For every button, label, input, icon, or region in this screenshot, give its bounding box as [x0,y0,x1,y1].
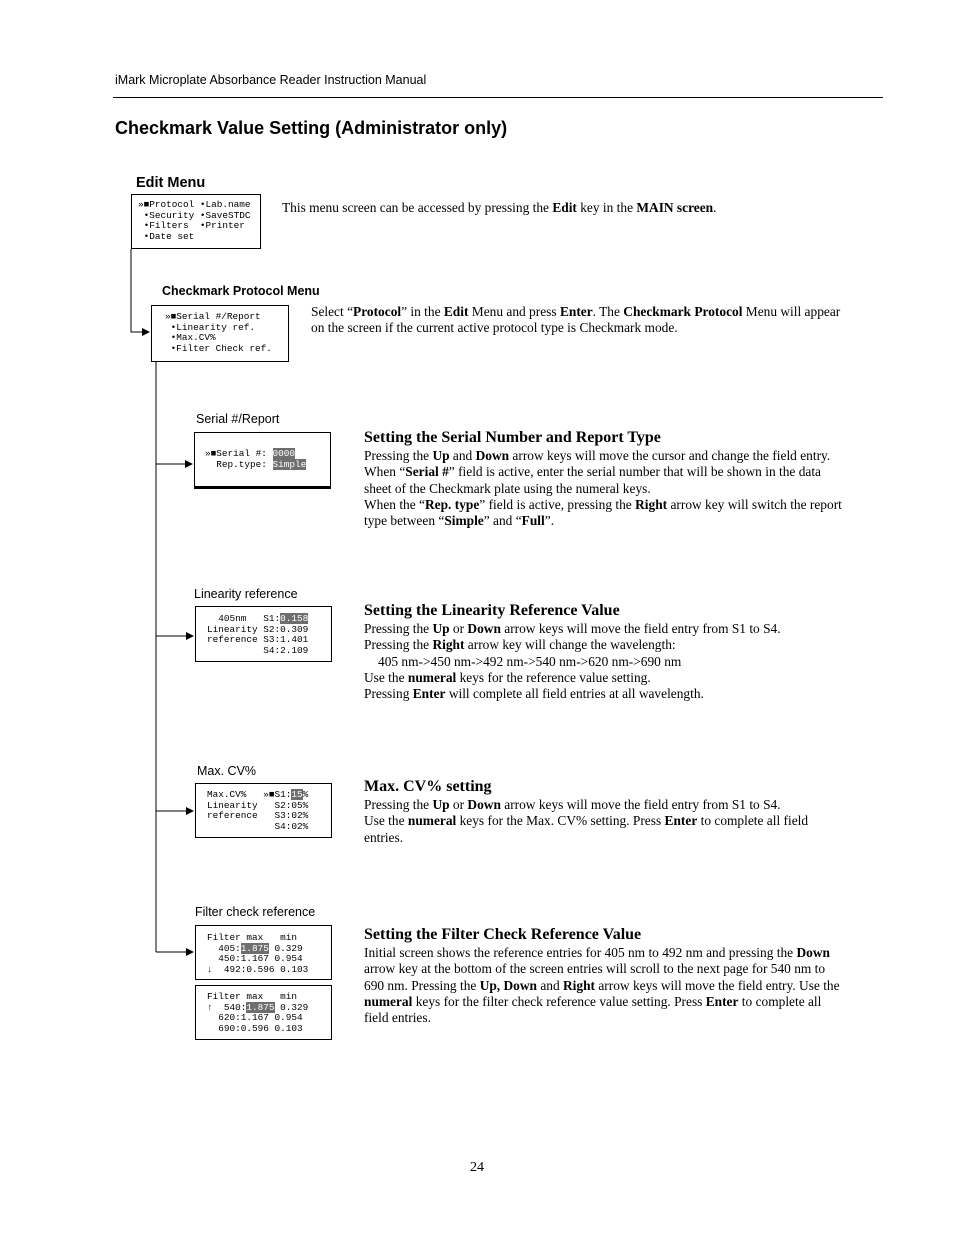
text-run: Menu and press [468,304,560,319]
bold-term: Right [432,637,465,653]
text-run: Pressing [364,686,413,702]
text-run: •Filters •Printer [138,220,245,231]
body-paragraph [364,686,846,702]
body-paragraph [364,945,846,1026]
bold-term: Enter [412,686,446,702]
bold-term: Down [467,797,501,812]
text-run: % [302,789,309,800]
manual-header-title: iMark Microplate Absorbance Reader Instruction Manual [115,73,427,87]
serial-report-screen [194,432,331,487]
text-run: reference S3:1.401 [207,634,309,645]
protocol-menu-description [311,304,846,337]
bold-term: numeral [407,669,457,685]
active-field-value: 0000 [272,448,296,459]
bold-term: Edit [552,200,577,215]
serial-section-heading: Setting the Serial Number and Report Type [364,429,661,446]
text-run: 450:1.167 0.954 [207,953,303,964]
text-run: . [713,200,717,215]
screen-line [165,344,288,355]
screen-line [207,1024,331,1035]
text-run: arrow key will change the wavelength: [464,637,676,653]
body-paragraph [364,448,846,464]
text-run: Use the [364,669,408,685]
text-run: Pressing the [364,637,433,653]
text-run: Linearity S2:05% [207,799,309,811]
text-run: to complete all field entries. [364,993,822,1026]
linearity-section-heading: Setting the Linearity Reference Value [364,602,620,619]
bold-term: Up [432,797,450,812]
bold-term: numeral [407,813,457,829]
bold-term: Full [521,513,545,529]
maxcv-screen [195,783,332,838]
text-run: S4:02% [207,820,309,832]
bold-term: numeral [364,993,413,1009]
filter-section [364,925,846,1026]
bold-term: Right [563,977,596,993]
text-run: keys for the filter check reference value setting. Press [412,993,706,1009]
filter-check-screen-page1 [195,925,332,980]
filter-check-screen-page2 [195,985,332,1040]
maxcv-section-body [364,797,846,846]
bold-term: Protocol [353,304,402,319]
text-run: 0.329 [268,942,303,954]
filter-section-body [364,945,846,1026]
text-run: »■Serial #/Report [165,311,261,322]
text-run: »■Protocol •Lab.name [138,199,251,210]
body-paragraph [364,497,846,530]
bold-term: Edit [443,304,469,319]
bold-term: Up [432,448,450,463]
text-run: This menu screen can be accessed by pressing the [282,200,553,215]
text-run: arrow keys will move the field entry. Use the [595,977,840,993]
text-run: and [449,448,476,463]
text-run: 0.329 [274,1001,309,1013]
text-run: Filter max min [207,991,298,1002]
maxcv-screen-label: Max. CV% [197,764,257,778]
page-title: Checkmark Value Setting (Administrator only) [115,118,508,138]
text-run: arrow key will switch the report type between “ [364,496,842,529]
linearity-screen-label: Linearity reference [194,587,298,601]
text-run: •Linearity ref. [165,321,256,333]
protocol-menu-screen [151,305,289,362]
bold-term: Enter [705,993,739,1009]
bold-term: Down [467,621,501,636]
body-paragraph [364,813,846,846]
screen-line [207,822,331,833]
serial-screen-label: Serial #/Report [196,412,280,426]
text-run: Rep.type: [205,458,273,470]
bold-term: Serial # [405,464,449,480]
text-run: or [449,797,468,812]
bold-term: Checkmark Protocol [623,304,743,319]
text-run: arrow keys will move the field entry from S1 to S4. [500,797,781,812]
text-run: or [449,621,468,636]
body-paragraph [364,464,846,497]
serial-section [364,428,846,529]
bold-term: MAIN screen [636,200,714,215]
text-run: arrow keys will move the cursor and change the field entry. [509,448,831,463]
serial-section-body [364,448,846,529]
maxcv-section [364,777,846,846]
connector-edit-to-protocol [131,249,149,332]
screen-line [205,460,330,471]
bold-term: Enter [664,813,698,829]
text-run: Pressing the [364,797,433,812]
text-run: Menu will appear on the screen if the current active protocol type is Checkmark mode. [311,304,841,336]
bold-term: Up, Down [479,977,537,993]
bold-term: Down [796,945,830,960]
bold-term: Simple [444,513,484,529]
bold-term: Rep. type [424,496,480,512]
text-run: Pressing the [364,448,433,463]
text-run: •Date set [138,230,195,242]
text-run: will complete all field entries at all wavelength. [445,686,704,702]
text-run: ” field is active, pressing the [479,496,636,512]
text-run: ” field is active, enter the serial number that will be shown in the data sheet of the Checkmark plate using the numeral keys. [364,464,821,496]
text-run: Use the [364,813,408,829]
text-run: ”. [544,513,555,529]
active-field-value: 0.158 [280,613,309,624]
body-paragraph [364,637,846,653]
maxcv-section-heading: Max. CV% setting [364,778,492,795]
text-run: ↑ 540: [207,1001,247,1013]
page-number: 24 [470,1160,484,1175]
text-run: When the “ [364,496,425,512]
edit-menu-description [282,200,842,216]
bold-term: Up [432,621,450,636]
text-run: Pressing the [364,621,433,636]
text-run: keys for the reference value setting. [456,669,651,685]
linearity-section [364,601,846,702]
edit-menu-screen [131,194,261,249]
text-run: Max.CV% »■S1: [207,789,292,800]
text-run: »■Serial #: [205,448,273,459]
screen-line [138,232,260,243]
bold-term: Enter [559,304,593,319]
text-run: S4:2.109 [207,644,309,656]
screen-line [207,646,331,657]
text-run: Linearity S2:0.309 [207,623,309,635]
text-run: Filter max min [207,932,298,943]
body-paragraph [364,670,846,686]
filter-section-heading: Setting the Filter Check Reference Value [364,926,642,943]
text-run: ” in the [401,304,444,319]
text-run: Select “ [311,304,354,319]
active-field-value: Simple [272,458,307,470]
screen-line [207,965,331,976]
protocol-menu-label: Checkmark Protocol Menu [162,284,320,298]
header-rule [113,97,883,98]
text-run: and [536,977,564,993]
text-run: 690:0.596 0.103 [207,1022,303,1034]
text-run: arrow keys will move the field entry from S1 to S4. [500,621,781,636]
active-field-value: 15 [291,789,303,800]
text-run: Initial screen shows the reference entries for 405 nm to 492 nm and pressing the [364,945,797,960]
text-run: •Max.CV% [165,332,216,343]
active-field-value: 1.875 [240,942,269,954]
text-run: ” and “ [483,513,522,529]
filter-screen-label: Filter check reference [195,905,316,919]
body-paragraph [364,654,846,670]
text-run: keys for the Max. CV% setting. Press [456,813,665,829]
text-run: 405 nm->450 nm->492 nm->540 nm->620 nm->690 nm [378,653,682,669]
active-field-value: 1.875 [246,1001,275,1013]
text-run: 405nm S1: [207,613,281,624]
bold-term: Down [475,448,510,463]
bold-term: Right [635,496,668,512]
text-run: arrow key at the bottom of the screen entries will scroll to the next page for 540 nm to 690 nm. Pressing the [364,961,826,993]
text-run: to complete all field entries. [364,813,809,845]
text-run: key in the [576,200,637,215]
body-paragraph [364,797,846,813]
text-run: •Filter Check ref. [165,342,272,354]
linearity-reference-screen [195,606,332,662]
text-run: 620:1.167 0.954 [207,1012,303,1023]
edit-menu-label: Edit Menu [136,175,206,191]
text-run: •Security •SaveSTDC [138,209,251,221]
text-run: . The [592,304,624,319]
text-run: 405: [207,942,241,954]
linearity-section-body [364,621,846,702]
body-paragraph [364,621,846,637]
text-run: reference S3:02% [207,810,309,821]
text-run: ↓ 492:0.596 0.103 [207,963,309,975]
text-run: When “ [364,464,406,480]
